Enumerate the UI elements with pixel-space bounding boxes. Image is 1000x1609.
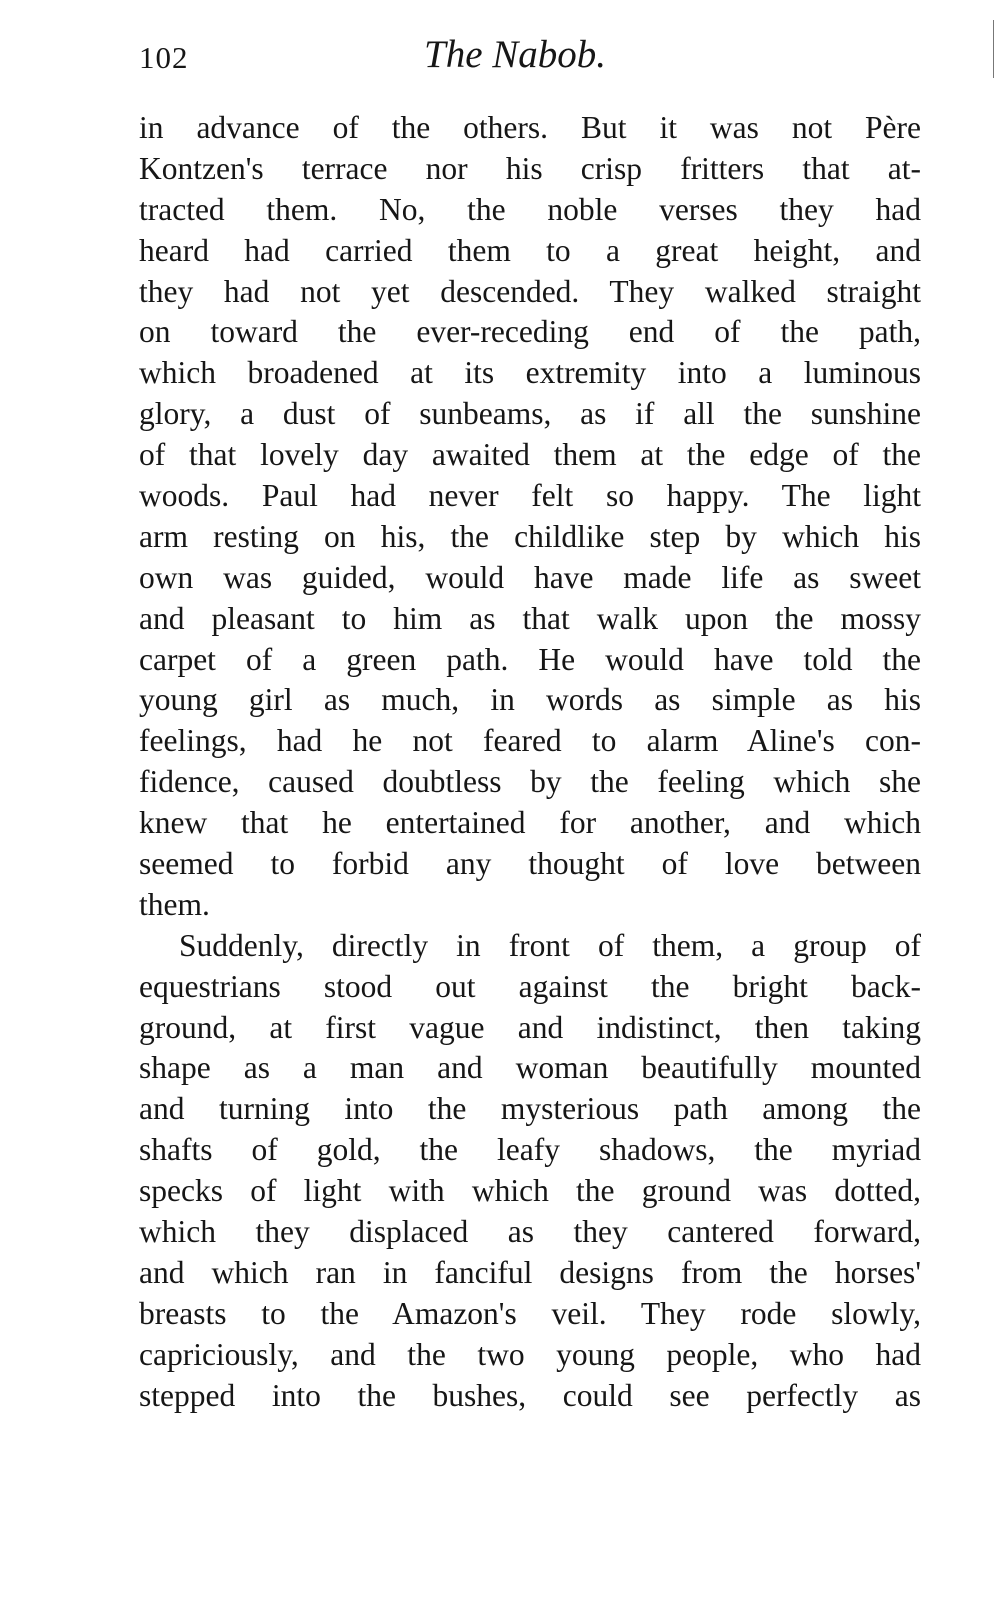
text-line: which broadened at its extremity into a luminous [139,355,921,391]
text-line: Kontzen's terrace nor his crisp fritters that at- [139,150,921,186]
text-line: fidence, caused doubtless by the feeling which she [139,764,921,800]
text-line: capriciously, and the two young people, who had [139,1336,921,1372]
text-line: feelings, had he not feared to alarm Aline's con- [139,723,921,759]
text-line: specks of light with which the ground was dotted, [139,1173,921,1209]
text-line: on toward the ever-receding end of the path, [139,314,921,350]
page-header [139,30,919,85]
running-title: The Nabob. [424,33,607,76]
text-line: heard had carried them to a great height, and [139,232,921,268]
text-line: seemed to forbid any thought of love between [139,846,921,882]
text-line: knew that he entertained for another, and which [139,805,921,841]
text-line: of that lovely day awaited them at the edge of the [139,437,921,473]
text-line: breasts to the Amazon's veil. They rode slowly, [139,1295,921,1331]
text-line: young girl as much, in words as simple as his [139,682,921,718]
page-number: 102 [139,40,189,75]
page-edge-mark [993,20,994,78]
text-line: own was guided, would have made life as sweet [139,559,921,595]
text-line: carpet of a green path. He would have told the [139,641,921,677]
text-line: ground, at first vague and indistinct, then taking [139,1009,921,1045]
text-line: woods. Paul had never felt so happy. The light [139,478,921,514]
text-line: equestrians stood out against the bright back- [139,968,921,1004]
text-line: arm resting on his, the childlike step by which his [139,518,921,554]
text-line: shape as a man and woman beautifully mounted [139,1050,921,1086]
text-line: glory, a dust of sunbeams, as if all the sunshine [139,396,921,432]
text-line: they had not yet descended. They walked straight [139,273,921,309]
text-line: and which ran in fanciful designs from the horses' [139,1254,921,1290]
text-line: and turning into the mysterious path among the [139,1091,921,1127]
text-line: stepped into the bushes, could see perfectly as [139,1377,921,1413]
text-line: and pleasant to him as that walk upon the mossy [139,600,921,636]
text-line: Suddenly, directly in front of them, a group of [179,927,921,963]
text-line: which they displaced as they cantered forward, [139,1214,921,1250]
text-line: in advance of the others. But it was not Père [139,110,921,145]
body-text [139,108,921,1417]
text-line: tracted them. No, the noble verses they had [139,191,921,227]
text-line: shafts of gold, the leafy shadows, the myriad [139,1132,921,1168]
text-line: them. [139,886,210,922]
